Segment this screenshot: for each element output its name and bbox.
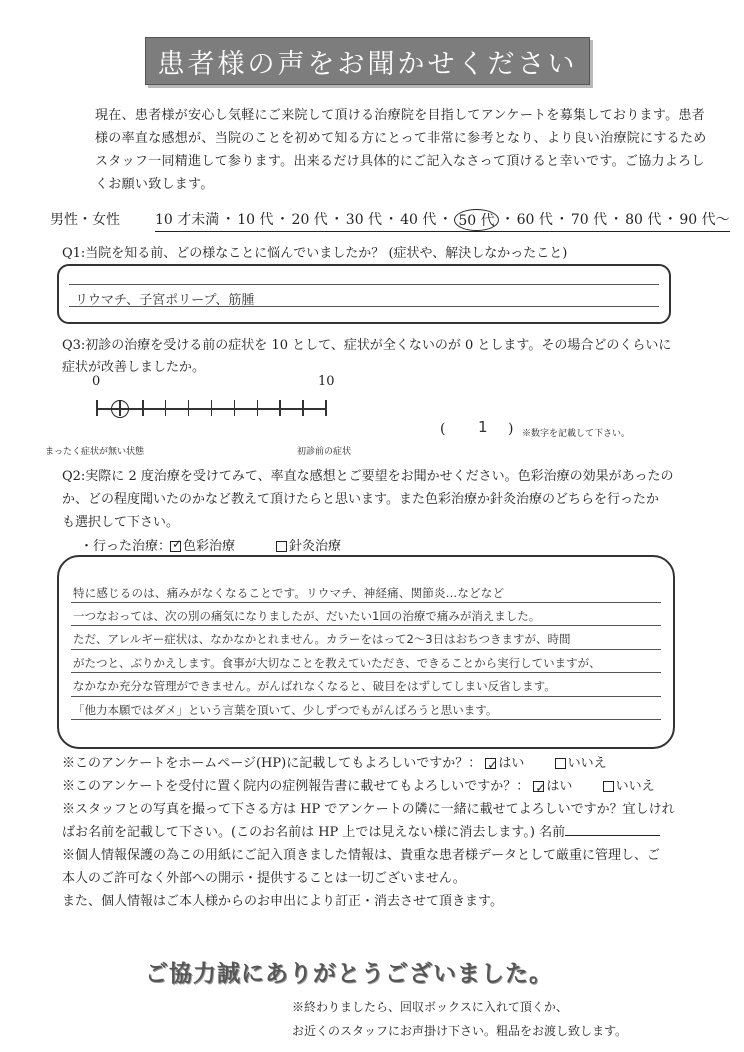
age-option[interactable]: 60 代 xyxy=(516,212,553,228)
checkbox-icon[interactable] xyxy=(555,758,566,769)
scale-tick[interactable] xyxy=(257,400,259,416)
note-text: ※個人情報保護の為この用紙にご記入頂きました情報は、貴重な患者様データとして厳重に管理し、ご xyxy=(62,848,661,863)
checkbox-icon[interactable] xyxy=(276,541,287,552)
note-text: ※このアンケートを受付に置く院内の症例報告書に載せてもよろしいですか？： xyxy=(62,779,530,794)
q2-answer-line: 一つなおっては、次の別の痛気になりましたが、だいたい1回の治療で痛みが消えました。 xyxy=(73,609,541,623)
answer-open-paren: ( xyxy=(440,421,446,437)
treatment-option-acupuncture[interactable] xyxy=(276,535,341,554)
footer-line: お近くのスタッフにお声掛け下さい。粗品をお渡し致します。 xyxy=(292,1024,628,1038)
scale-tick[interactable] xyxy=(279,400,281,416)
q2-question-line3: も選択して下さい。 xyxy=(62,515,180,530)
footer-line: ※終わりましたら、回収ボックスに入れて頂くか、 xyxy=(292,1000,568,1014)
note-text: ※スタッフとの写真を撮って下さる方は HP でアンケートの隣に一緒に載せてよろしいですか？宜しけれ xyxy=(62,802,675,817)
q2-answer-line: ただ、アレルギー症状は、なかなかとれません。カラーをはって2〜3日はおちつきますが、時間 xyxy=(73,632,571,646)
intro-paragraph xyxy=(95,104,707,196)
age-option[interactable]: 80 代 xyxy=(625,212,662,228)
intro-line: スタッフ一同精進して参ります。出来るだけ具体的にご記入なさって頂けると幸いです。ご協力よろし xyxy=(95,154,705,169)
age-separator: ・ xyxy=(500,212,515,228)
q1-answer-box[interactable] xyxy=(57,264,671,324)
age-option[interactable]: 70 代 xyxy=(570,212,608,228)
note-hp-consent xyxy=(62,752,675,775)
intro-line: くお願い致します。 xyxy=(95,177,214,192)
age-options xyxy=(155,209,730,232)
scale-tick[interactable] xyxy=(96,400,98,416)
note-name-line xyxy=(62,821,675,844)
gender-options[interactable]: 男性・女性 xyxy=(50,212,120,228)
yes-option[interactable]: はい xyxy=(498,756,525,771)
checkbox-icon[interactable] xyxy=(603,781,614,792)
treatment-option-color-label: 色彩治療 xyxy=(183,539,236,554)
answer-note: ※数字を記載して下さい。 xyxy=(522,429,631,439)
intro-line: 様の率直な感想が、当院のことを初めて知る方にとって非常に参考となり、より良い治療院にするため xyxy=(95,131,707,146)
q2-question-line1: Q2:実際に 2 度治療を受けてみて、率直な感想とご要望をお聞かせください。色彩治療の効果があったの xyxy=(62,469,674,484)
age-separator: ・ xyxy=(609,212,624,228)
scale-tick[interactable] xyxy=(302,400,304,416)
checkbox-checked-icon[interactable]: ✓ xyxy=(172,537,183,551)
age-option[interactable]: 90 代〜 xyxy=(679,212,730,228)
age-separator: ・ xyxy=(329,212,344,228)
age-separator: ・ xyxy=(663,212,678,228)
scale-marker-circle xyxy=(111,400,129,418)
note-report-consent xyxy=(62,775,675,798)
checkbox-checked-icon[interactable]: ✓ xyxy=(487,758,498,772)
scale-tick[interactable] xyxy=(234,400,236,416)
q1-answer: リウマチ、子宮ポリープ、筋腫 xyxy=(75,293,255,308)
consent-notes xyxy=(62,752,675,913)
scale-tick[interactable] xyxy=(142,400,144,416)
q2-answer-line: なかなか充分な管理ができません。がんばれなくなると、破目をはずしてしまい反省します。 xyxy=(73,679,556,693)
scale-min-label: 0 xyxy=(92,374,101,389)
treatment-label: ・行った治療： xyxy=(80,539,172,554)
no-option[interactable]: いいえ xyxy=(567,756,607,771)
treatment-option-acupuncture-label: 針灸治療 xyxy=(289,539,342,554)
age-separator: ・ xyxy=(554,212,569,228)
age-option[interactable]: 40 代 xyxy=(400,212,437,228)
intro-line: 現在、患者様が安心し気軽にご来院して頂ける治療院を目指してアンケートを募集しております。患者 xyxy=(95,108,705,123)
note-text: また、個人情報はご本人様からのお申出により訂正・消去させて頂きます。 xyxy=(62,894,503,909)
age-option[interactable]: 20 代 xyxy=(291,212,328,228)
q2-question-line2: か、どの程度聞いたのかなど教えて頂けたらと思います。また色彩治療か針灸治療のどちらを行ったか xyxy=(62,492,659,507)
age-separator: ・ xyxy=(221,212,236,228)
scale-max-caption: 初診前の症状 xyxy=(297,447,352,457)
age-separator: ・ xyxy=(275,212,290,228)
scale-tick[interactable] xyxy=(188,400,190,416)
q2-answer-box[interactable] xyxy=(57,555,675,749)
yes-option[interactable]: はい xyxy=(546,779,573,794)
q2-answer-line: 特に感じるのは、痛みがなくなることです。リウマチ、神経痛、関節炎…などなど xyxy=(73,586,505,600)
scale-max-label: 10 xyxy=(318,374,335,389)
footer-note xyxy=(292,995,627,1043)
no-option[interactable]: いいえ xyxy=(615,779,655,794)
age-option[interactable]: 50 代 xyxy=(454,209,498,231)
q3-answer-value[interactable]: 1 xyxy=(478,418,488,436)
q1-question: Q1:当院を知る前、どの様なことに悩んでいましたか？ (症状や、解決しなかったこと) xyxy=(62,246,568,261)
checkbox-checked-icon[interactable]: ✓ xyxy=(535,781,546,795)
q2-answer-line: 「他力本願ではダメ」という言葉を頂いて、少しずつでもがんばろうと思います。 xyxy=(73,703,498,717)
scale-tick[interactable] xyxy=(211,400,213,416)
q2-answer-line: がたつと、ぶりかえします。食事が大切なことを教えていただき、できることから実行していますが、 xyxy=(73,656,601,670)
age-option[interactable]: 30 代 xyxy=(345,212,383,228)
scale-tick[interactable] xyxy=(325,400,327,416)
thank-you-message: ご協力誠にありがとうございました。 xyxy=(145,961,553,987)
q3-question-line1: Q3:初診の治療を受ける前の症状を 10 として、症状が全くないのが 0 とします。その場合どのくらいに xyxy=(62,338,672,353)
page-title: 患者様の声をお聞かせください xyxy=(145,37,590,85)
note-text: 本人のご許可なく外部への開示・提供することは一切ございません。 xyxy=(62,871,466,886)
age-option[interactable]: 10 代 xyxy=(237,212,274,228)
age-option[interactable]: 10 才未満 xyxy=(155,212,220,228)
age-separator: ・ xyxy=(384,212,399,228)
note-text: ※このアンケートをホームページ(HP)に記載してもよろしいですか？： xyxy=(62,756,482,771)
q3-question-line2: 症状が改善しましたか。 xyxy=(62,360,206,375)
answer-close-paren: ) xyxy=(508,421,514,437)
name-field[interactable] xyxy=(565,821,660,836)
treatment-option-color[interactable] xyxy=(170,535,235,554)
note-text: ばお名前を記載して下さい。(このお名前は HP 上では見えない様に消去します。) 名前 xyxy=(62,825,566,840)
scale-min-caption: まったく症状が無い状態 xyxy=(45,447,145,457)
scale-tick[interactable] xyxy=(165,400,167,416)
age-separator: ・ xyxy=(438,212,453,228)
